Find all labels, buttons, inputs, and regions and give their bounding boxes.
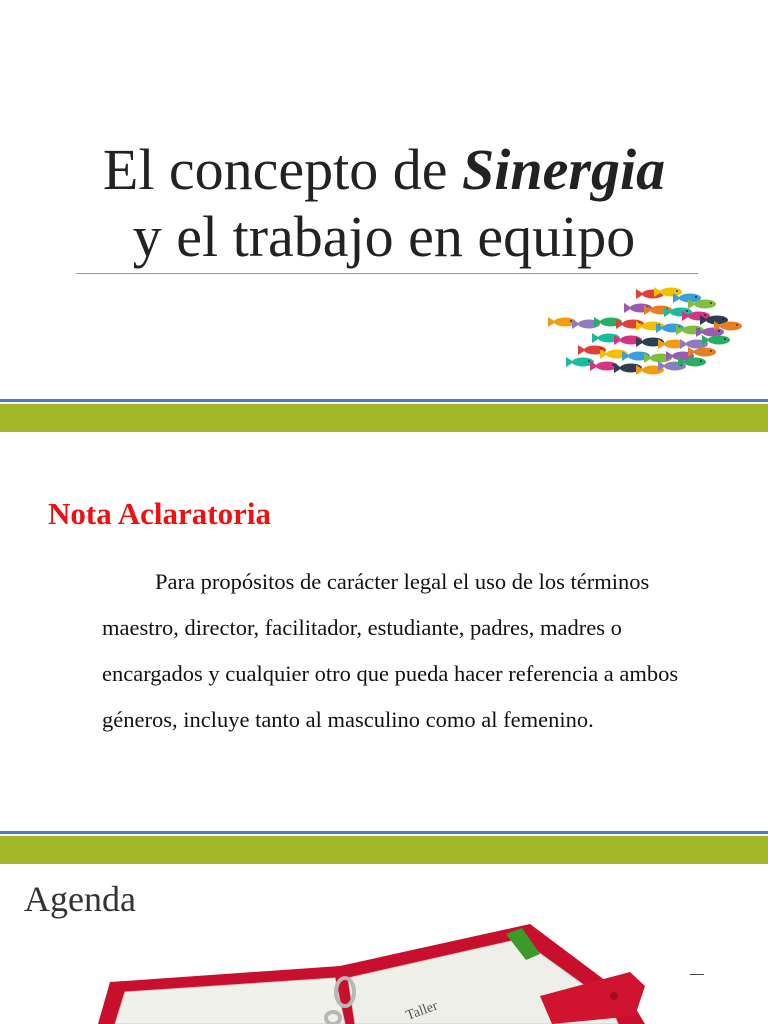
slide-title-line-2: y el trabajo en equipo xyxy=(132,204,636,269)
fish-shape xyxy=(566,357,594,367)
title-slide xyxy=(0,0,768,400)
title-prefix: El concepto de xyxy=(102,137,463,202)
planner-page-word: Taller xyxy=(404,998,440,1024)
title-divider xyxy=(76,273,698,274)
agenda-slide xyxy=(0,864,768,1024)
fish-shape xyxy=(636,289,664,299)
note-slide xyxy=(0,432,768,831)
fish-school-icon xyxy=(545,282,745,382)
note-body: Para propósitos de carácter legal el uso de los términos maestro, director, facilitador, estudiante, padres, madres o encargados y cualquier otro que pueda hacer referencia a ambos géneros, incluye tanto al masculino como al femenino. xyxy=(102,569,679,732)
note-heading: Nota Aclaratoria xyxy=(48,496,271,531)
slide-title-line-1 xyxy=(0,137,768,202)
planner-book-icon xyxy=(70,904,710,1024)
section-divider-band xyxy=(0,831,768,864)
section-divider-band xyxy=(0,399,768,432)
title-emphasis: Sinergia xyxy=(462,137,666,202)
agenda-title: Agenda xyxy=(24,879,136,919)
fish-shape xyxy=(590,361,618,371)
fish-shape xyxy=(548,317,576,327)
